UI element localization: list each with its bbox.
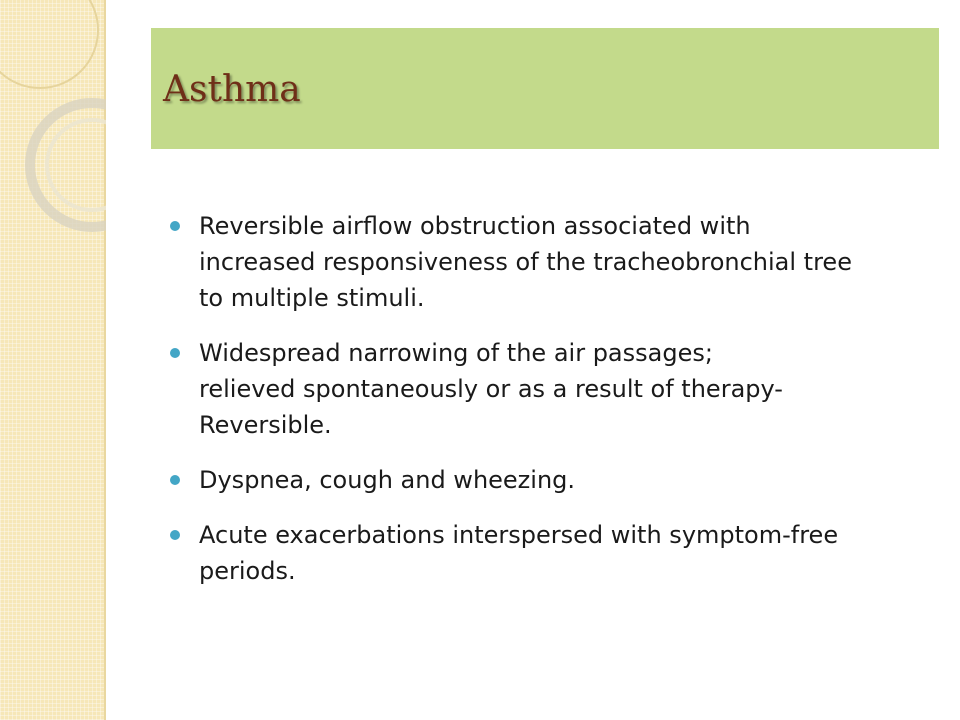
bullet-line: Widespread narrowing of the air passages;	[199, 339, 713, 367]
bullet-item	[168, 208, 908, 316]
bullet-line: Acute exacerbations interspersed with symptom-free	[199, 521, 839, 549]
bullet-item	[168, 462, 908, 498]
decorative-side-strip	[0, 0, 106, 720]
slide-title: Asthma	[163, 69, 301, 110]
bullet-list	[168, 208, 908, 608]
bullet-item	[168, 517, 908, 589]
bullet-marker-icon	[170, 348, 180, 358]
bullet-item	[168, 335, 908, 443]
bullet-line: Reversible.	[199, 411, 332, 439]
bullet-line: Dyspnea, cough and wheezing.	[199, 466, 576, 494]
decorative-rings-icon	[0, 0, 106, 260]
bullet-line: relieved spontaneously or as a result of therapy-	[199, 375, 783, 403]
bullet-line: increased responsiveness of the tracheobronchial tree	[199, 248, 852, 276]
title-bar	[151, 28, 939, 149]
bullet-line: Reversible airflow obstruction associated with	[199, 212, 751, 240]
bullet-marker-icon	[170, 221, 180, 231]
bullet-marker-icon	[170, 530, 180, 540]
bullet-line: periods.	[199, 557, 296, 585]
bullet-marker-icon	[170, 475, 180, 485]
bullet-line: to multiple stimuli.	[199, 284, 425, 312]
